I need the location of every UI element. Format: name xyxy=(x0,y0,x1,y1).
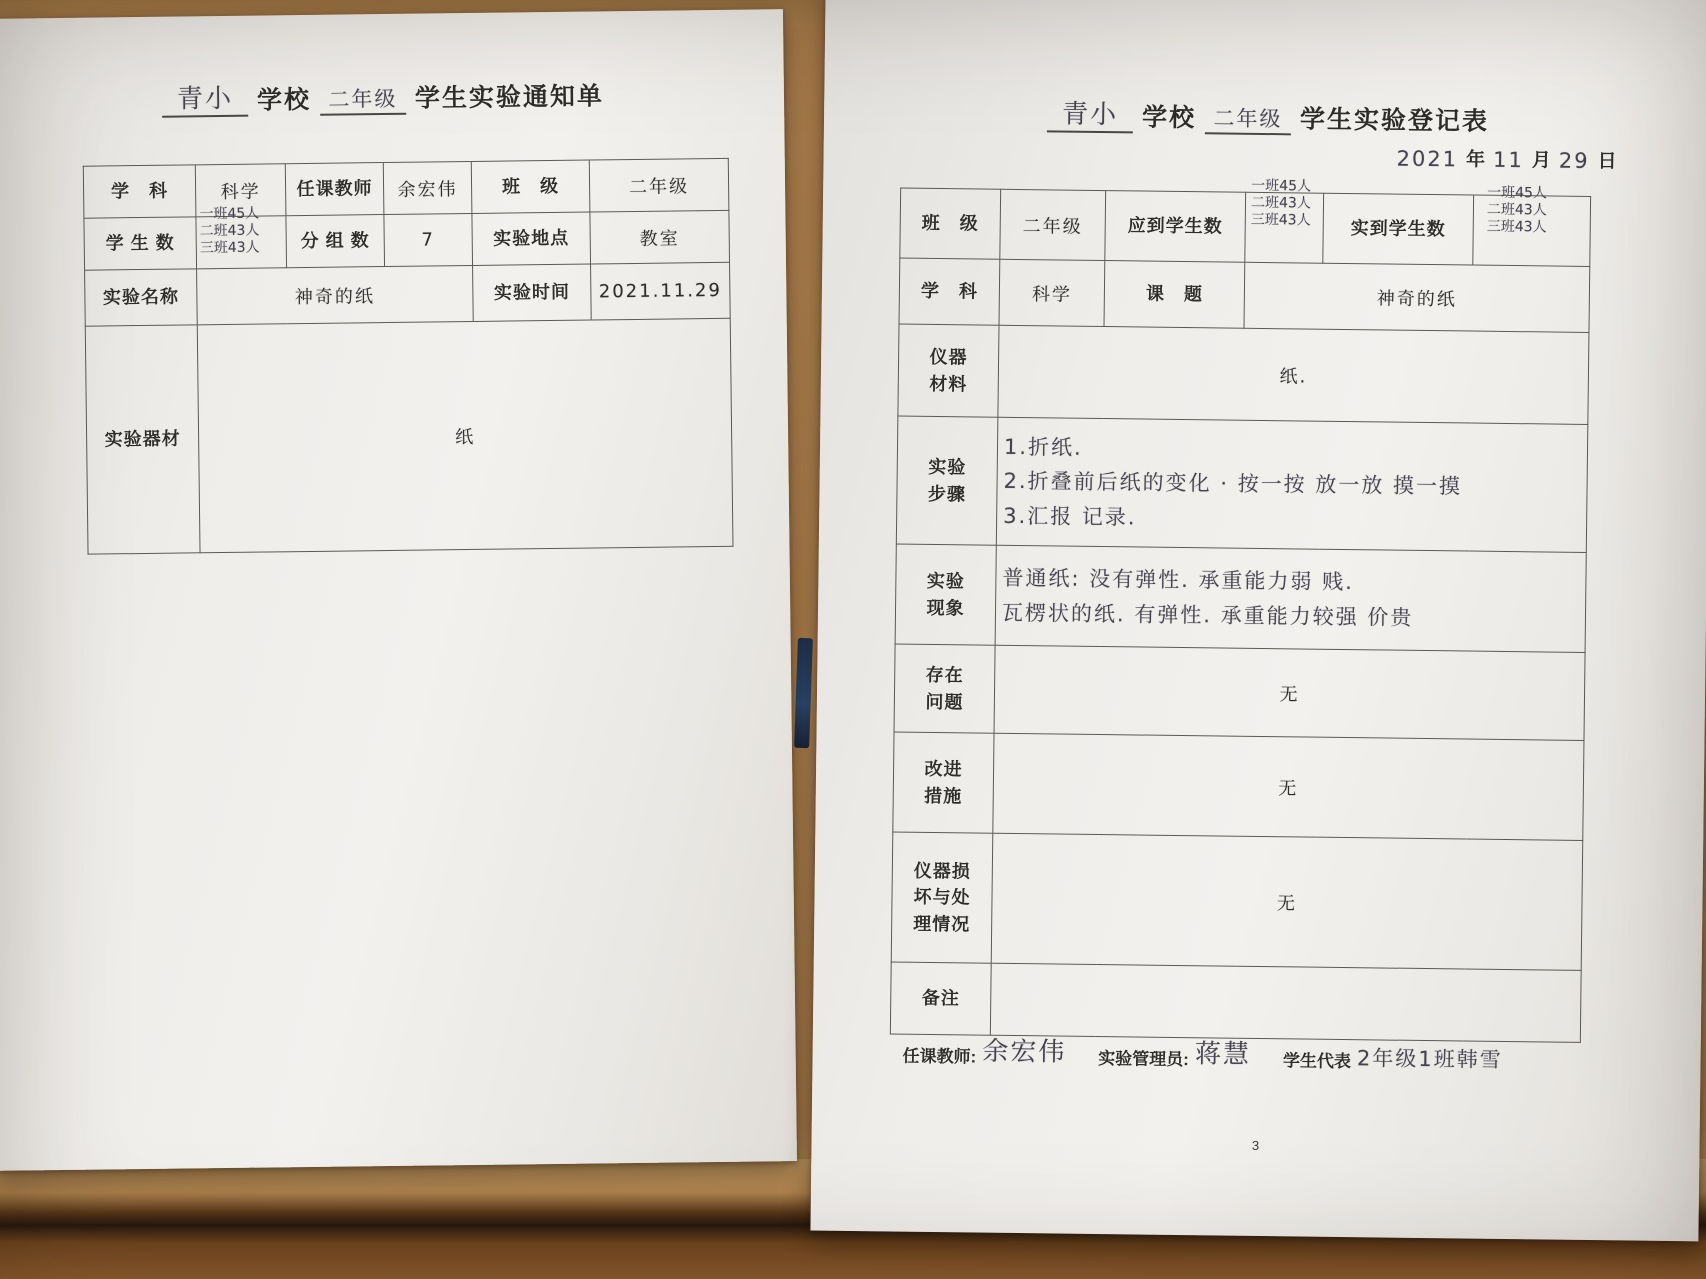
date-month-label: 月 xyxy=(1531,150,1551,172)
date-month-handwritten: 11 xyxy=(1492,147,1524,173)
teacher-signature-label: 任课教师: xyxy=(902,1046,977,1067)
expected-students-label: 应到学生数 xyxy=(1105,191,1246,263)
equipment-label: 实验器材 xyxy=(85,325,200,554)
phenomena-cell xyxy=(995,545,1586,652)
actual-students-label: 实到学生数 xyxy=(1323,193,1474,265)
school-name-handwritten: 青小 xyxy=(162,78,248,118)
subject-label: 学 科 xyxy=(899,258,1000,325)
location-label: 实验地点 xyxy=(472,212,591,265)
title-school-label: 学校 xyxy=(1141,103,1197,133)
teacher-label: 任课教师 xyxy=(285,163,384,216)
table-row xyxy=(85,262,731,326)
damage-label: 仪器损 坏与处 理情况 xyxy=(891,832,993,963)
date-year-handwritten: 2021 xyxy=(1396,146,1459,172)
teacher-value: 余宏伟 xyxy=(383,161,472,214)
subject-label: 学 科 xyxy=(83,165,196,218)
experiment-time-value: 2021.11.29 xyxy=(591,262,731,320)
experiment-name-label: 实验名称 xyxy=(85,269,198,326)
subject-value: 科学 xyxy=(999,259,1105,326)
improvements-value: 无 xyxy=(993,733,1584,840)
damage-value: 无 xyxy=(991,833,1583,970)
materials-label: 仪器 材料 xyxy=(898,324,999,417)
school-name-handwritten: 青小 xyxy=(1047,93,1133,133)
step-2: 2.折叠前后纸的变化 · 按一按 放一放 摸一摸 xyxy=(1003,469,1463,499)
step-1: 1.折纸. xyxy=(1003,434,1083,460)
table-row xyxy=(894,644,1585,740)
student-count-label: 学 生 数 xyxy=(84,217,197,270)
table-row xyxy=(84,210,730,270)
table-row xyxy=(893,732,1584,840)
student-counts-handwritten: 一班45人 二班43人 三班43人 xyxy=(199,205,260,257)
experiment-notice-sheet xyxy=(0,9,797,1171)
date-year-label: 年 xyxy=(1465,149,1486,171)
improvements-label: 改进 措施 xyxy=(893,732,994,833)
experiment-time-label: 实验时间 xyxy=(473,264,592,321)
group-count-label: 分 组 数 xyxy=(286,215,385,268)
actual-students-handwritten: 一班45人 二班43人 三班43人 xyxy=(1486,184,1548,236)
title-school-label: 学校 xyxy=(256,85,312,115)
phenomenon-2: 瓦楞状的纸. 有弹性. 承重能力较强 价贵 xyxy=(1001,600,1414,630)
step-3: 3.汇报 记录. xyxy=(1003,503,1137,530)
notice-title xyxy=(0,71,784,120)
date-day-label: 日 xyxy=(1597,151,1617,173)
experiment-record-sheet xyxy=(810,0,1706,1241)
table-row xyxy=(899,258,1590,332)
page-number: 3 xyxy=(1251,1137,1260,1154)
table-row xyxy=(895,544,1586,652)
record-table xyxy=(890,188,1591,1043)
topic-label: 课 题 xyxy=(1104,261,1245,329)
signature-line xyxy=(902,1030,1602,1076)
table-row xyxy=(898,324,1589,424)
equipment-value: 纸 xyxy=(197,318,733,552)
materials-value: 纸. xyxy=(998,325,1589,424)
class-label: 班 级 xyxy=(471,160,590,213)
steps-label: 实验 步骤 xyxy=(896,416,998,545)
title-rest: 学生实验登记表 xyxy=(1299,105,1490,136)
manager-signature: 蒋慧 xyxy=(1194,1039,1252,1070)
table-row xyxy=(85,318,733,554)
phenomena-label: 实验 现象 xyxy=(895,544,996,645)
problems-label: 存在 问题 xyxy=(894,644,995,733)
class-label: 班 级 xyxy=(900,188,1001,259)
student-rep-signature: 2年级1班韩雪 xyxy=(1356,1046,1503,1072)
table-row xyxy=(896,416,1588,552)
gap-object xyxy=(794,638,813,748)
manager-signature-label: 实验管理员: xyxy=(1098,1049,1190,1070)
subject-value: 科学 xyxy=(195,164,286,217)
class-value: 二年级 xyxy=(589,158,729,212)
date-line xyxy=(1396,144,1616,174)
title-rest: 学生实验通知单 xyxy=(414,82,605,113)
group-count-value: 7 xyxy=(384,213,473,266)
phenomenon-1: 普通纸: 没有弹性. 承重能力弱 贱. xyxy=(1002,565,1354,594)
table-row xyxy=(83,158,729,218)
location-value: 教室 xyxy=(590,210,730,264)
remarks-label: 备注 xyxy=(890,962,991,1035)
steps-cell xyxy=(996,417,1588,552)
notice-table xyxy=(83,158,734,555)
experiment-name-value: 神奇的纸 xyxy=(197,265,474,324)
grade-handwritten: 二年级 xyxy=(1205,102,1291,135)
grade-handwritten: 二年级 xyxy=(320,83,406,116)
class-value: 二年级 xyxy=(1000,189,1106,260)
record-title xyxy=(824,91,1706,141)
remarks-value xyxy=(990,963,1581,1042)
teacher-signature: 余宏伟 xyxy=(982,1036,1067,1068)
topic-value: 神奇的纸 xyxy=(1244,262,1590,332)
table-row xyxy=(891,832,1583,970)
student-rep-label: 学生代表 xyxy=(1282,1051,1352,1072)
problems-value: 无 xyxy=(994,645,1585,740)
date-day-handwritten: 29 xyxy=(1558,148,1590,173)
expected-students-handwritten: 一班45人 二班43人 三班43人 xyxy=(1250,177,1312,229)
